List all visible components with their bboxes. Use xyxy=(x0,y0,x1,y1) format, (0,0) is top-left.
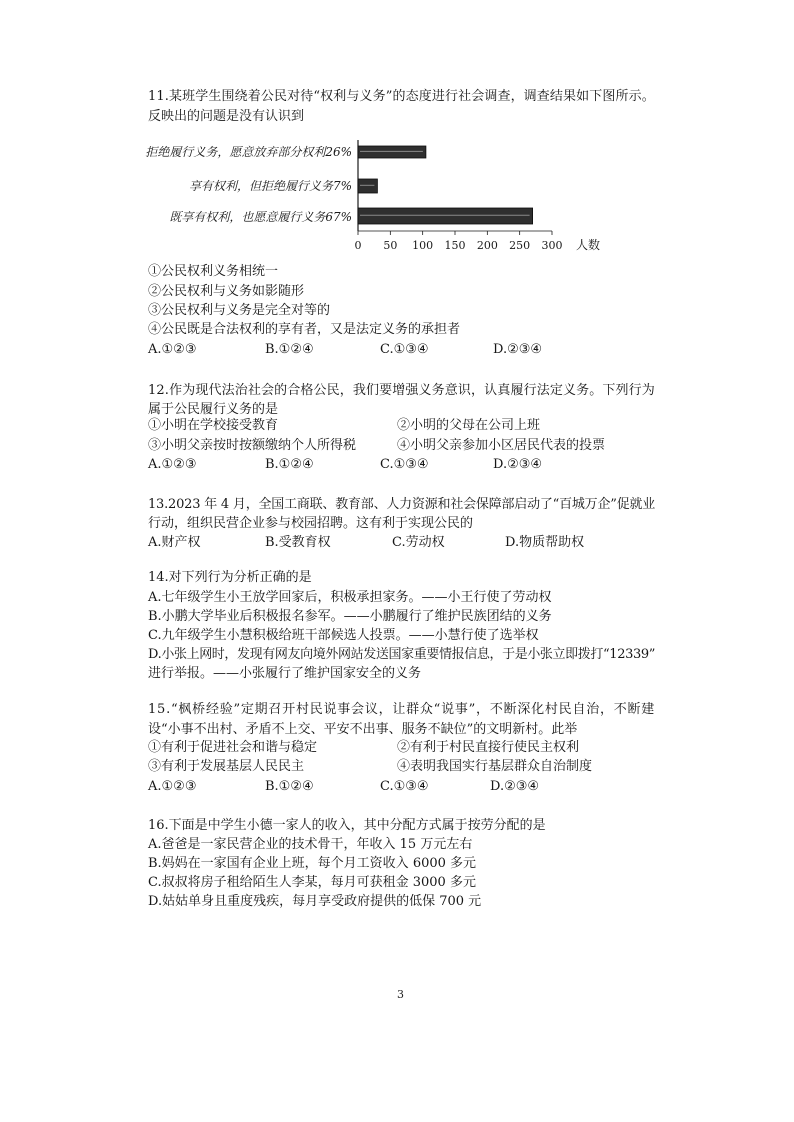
q15-choice-a: A.①②③ xyxy=(148,779,197,794)
q12-choice-b: B.①②④ xyxy=(265,457,314,472)
q12-item-3: ③小明父亲按时按额缴纳个人所得税 xyxy=(148,438,357,453)
q16-stem: 16.下面是中学生小德一家人的收入，其中分配方式属于按劳分配的是 xyxy=(148,818,546,833)
category-label: 享有权利，但拒绝履行义务7% xyxy=(188,179,352,193)
q15-choice-b: B.①②④ xyxy=(265,779,314,794)
q13-choice-c: C.劳动权 xyxy=(392,535,445,550)
q15-item-3: ③有利于发展基层人民民主 xyxy=(148,759,305,774)
q14-stem: 14.对下列行为分析正确的是 xyxy=(148,570,312,585)
q11-stem-line-2: 反映出的问题是没有认识到 xyxy=(148,109,305,124)
q15-item-1: ①有利于促进社会和谐与稳定 xyxy=(148,740,318,755)
q16-choice-b: B.妈妈在一家国有企业上班，每个月工资收入 6000 多元 xyxy=(148,856,477,871)
bar-chart xyxy=(140,132,620,258)
x-tick-label: 0 xyxy=(354,239,362,252)
q16-choice-a: A.爸爸是一家民营企业的技术骨干，年收入 15 万元左右 xyxy=(148,837,473,852)
q11-choice-d: D.②③④ xyxy=(493,342,543,357)
q12-item-2: ②小明的父母在公司上班 xyxy=(397,418,541,433)
q14-choice-a: A.七年级学生小王放学回家后，积极承担家务。——小王行使了劳动权 xyxy=(148,590,552,605)
x-tick-label: 100 xyxy=(412,239,434,252)
x-tick-label: 300 xyxy=(541,239,563,252)
q11-item-3: ③公民权利与义务是完全对等的 xyxy=(148,303,331,318)
category-label: 既享有权利，也愿意履行义务67% xyxy=(169,210,352,224)
q15-stem-line-2: 设“小事不出村、矛盾不上交、平安不出事、服务不缺位”的文明新村。此举 xyxy=(148,722,578,737)
q16-choice-d: D.姑姑单身且重度残疾，每月享受政府提供的低保 700 元 xyxy=(148,894,482,909)
q13-choice-a: A.财产权 xyxy=(148,535,201,550)
x-tick-label: 200 xyxy=(476,239,498,252)
q12-choice-a: A.①②③ xyxy=(148,457,197,472)
q11-item-2: ②公民权利与义务如影随形 xyxy=(148,284,305,299)
x-tick-label: 250 xyxy=(509,239,531,252)
x-tick-label: 50 xyxy=(383,239,398,252)
q12-item-1: ①小明在学校接受教育 xyxy=(148,418,279,433)
q15-choice-c: C.①③④ xyxy=(380,779,429,794)
q11-choice-c: C.①③④ xyxy=(380,342,429,357)
q11-choice-a: A.①②③ xyxy=(148,342,197,357)
bar-series xyxy=(358,146,533,224)
q11-item-1: ①公民权利义务相统一 xyxy=(148,264,279,279)
q13-choice-d: D.物质帮助权 xyxy=(505,535,585,550)
q12-stem-line-1: 12.作为现代法治社会的合格公民，我们要增强义务意识，认真履行法定义务。下列行为 xyxy=(148,383,655,398)
q14-choice-b: B.小鹏大学毕业后积极报名参军。——小鹏履行了维护民族团结的义务 xyxy=(148,609,552,624)
q12-choice-c: C.①③④ xyxy=(380,457,429,472)
x-ticks xyxy=(355,231,563,252)
q11-item-4: ④公民既是合法权利的享有者，又是法定义务的承担者 xyxy=(148,322,461,337)
bar xyxy=(358,146,426,158)
q12-choice-d: D.②③④ xyxy=(493,457,543,472)
page-number: 3 xyxy=(397,988,404,1001)
q13-stem-line-2: 行动，组织民营企业参与校园招聘。这有利于实现公民的 xyxy=(148,516,474,531)
q15-item-4: ④表明我国实行基层群众自治制度 xyxy=(397,759,593,774)
q16-choice-c: C.叔叔将房子租给陌生人李某，每月可获租金 3000 多元 xyxy=(148,875,476,890)
x-axis-title: 人数 xyxy=(576,238,601,252)
q14-choice-d-line-1: D.小张上网时，发现有网友向境外网站发送国家重要情报信息，于是小张立即拨打“12339” xyxy=(148,647,656,662)
q11-choice-b: B.①②④ xyxy=(265,342,314,357)
bar xyxy=(358,208,533,224)
q13-stem-line-1: 13.2023 年 4 月，全国工商联、教育部、人力资源和社会保障部启动了“百城万企”促就业 xyxy=(148,497,656,512)
category-label: 拒绝履行义务，愿意放弃部分权利26% xyxy=(145,145,352,159)
q15-item-2: ②有利于村民直接行使民主权利 xyxy=(397,740,580,755)
q12-item-4: ④小明父亲参加小区居民代表的投票 xyxy=(397,438,606,453)
q13-choice-b: B.受教育权 xyxy=(265,535,331,550)
q11-stem-line-1: 11.某班学生围绕着公民对待“权利与义务”的态度进行社会调查，调查结果如下图所示。 xyxy=(148,89,655,104)
q15-choice-d: D.②③④ xyxy=(490,779,540,794)
q14-choice-c: C.九年级学生小慧积极给班干部候选人投票。——小慧行使了选举权 xyxy=(148,628,539,643)
q14-choice-d-line-2: 进行举报。——小张履行了维护国家安全的义务 xyxy=(148,666,422,681)
q12-stem-line-2: 属于公民履行义务的是 xyxy=(148,402,279,417)
bar xyxy=(358,179,377,193)
x-tick-label: 150 xyxy=(444,239,466,252)
q15-stem-line-1: 15.“枫桥经验”定期召开村民说事会议，让群众“说事”，不断深化村民自治，不断建 xyxy=(148,702,656,717)
